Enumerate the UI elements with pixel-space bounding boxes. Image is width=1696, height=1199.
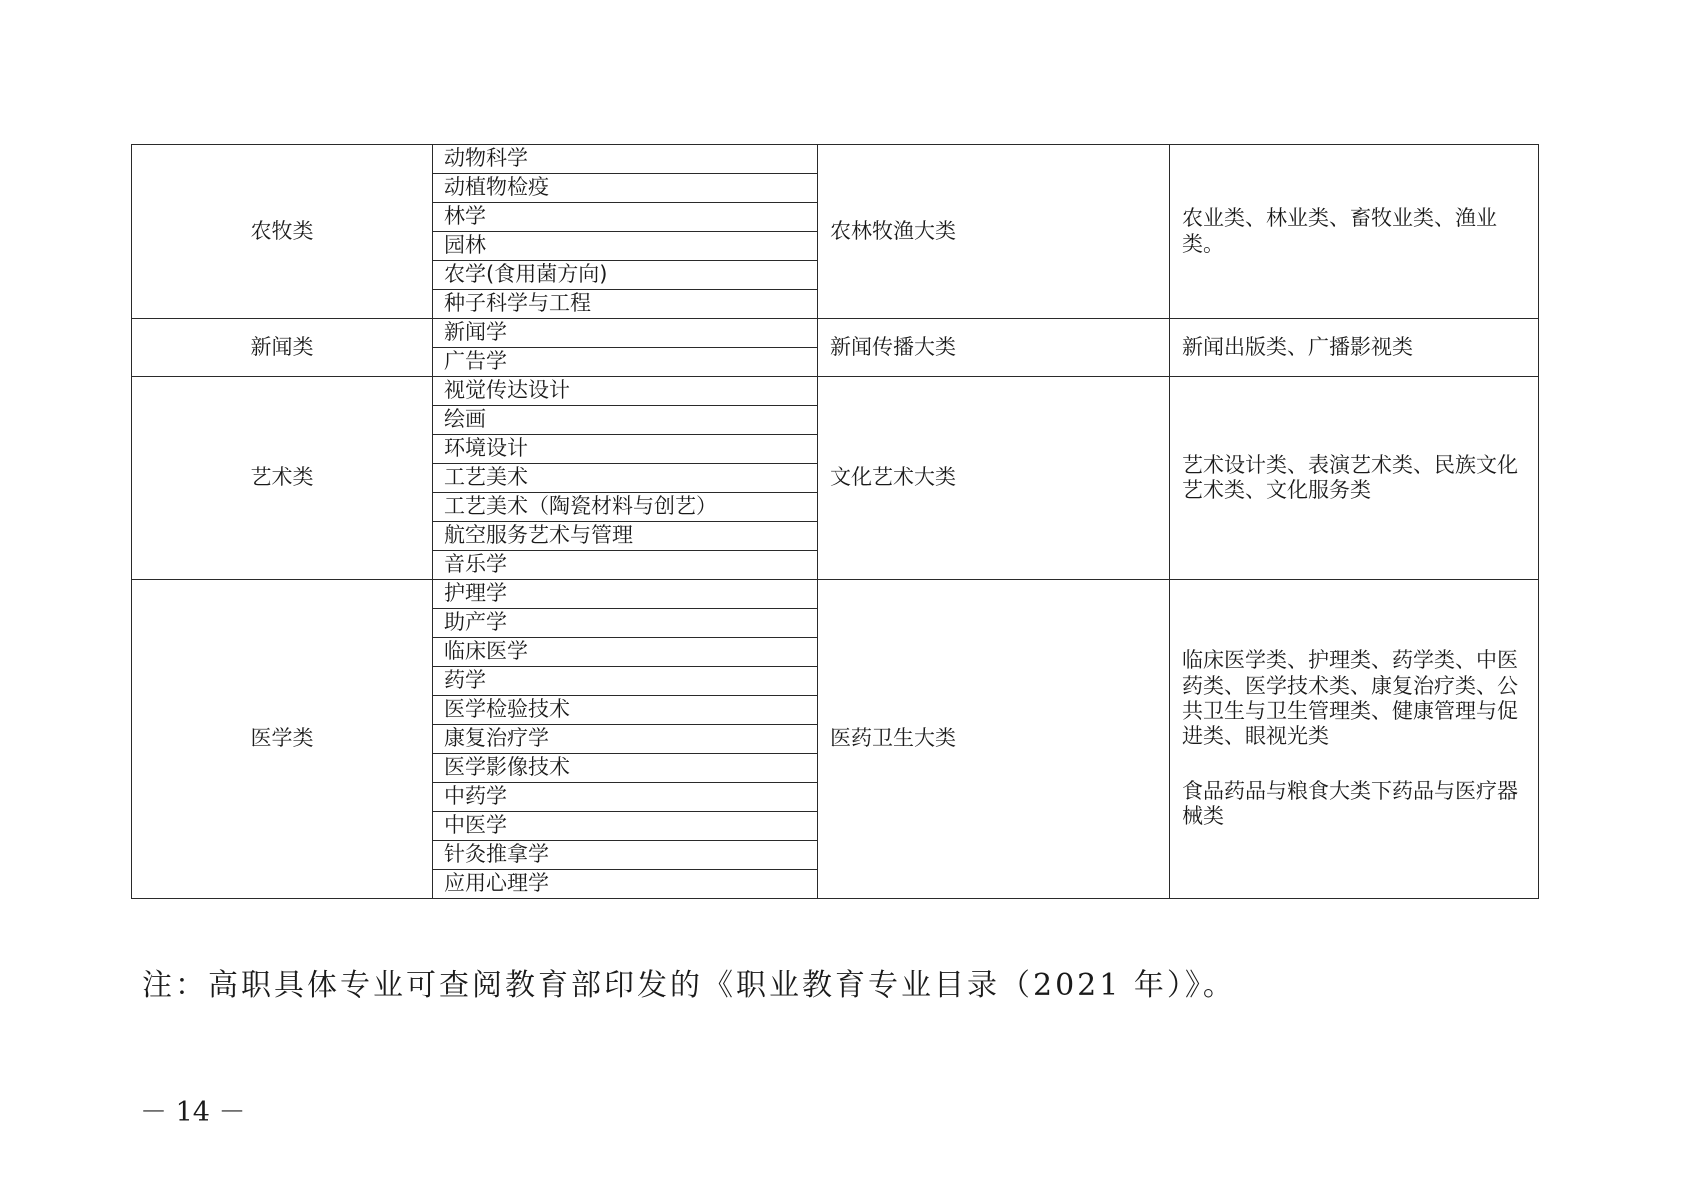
big-category-cell: 新闻传播大类 [818,319,1170,377]
category-cell: 新闻类 [132,319,433,377]
major-cell: 助产学 [433,609,818,638]
major-cell: 绘画 [433,406,818,435]
higher-vocational-text: 艺术设计类、表演艺术类、民族文化艺术类、文化服务类 [1182,452,1518,502]
category-cell: 农牧类 [132,145,433,319]
table-row [132,377,1539,406]
major-cell: 动植物检疫 [433,174,818,203]
table-note: 注：高职具体专业可查阅教育部印发的《职业教育专业目录（2021 年）》。 [142,968,1236,1003]
major-cell: 新闻学 [433,319,818,348]
major-cell: 航空服务艺术与管理 [433,522,818,551]
major-cell: 临床医学 [433,638,818,667]
major-cell: 医学检验技术 [433,696,818,725]
major-cell: 工艺美术（陶瓷材料与创艺） [433,493,818,522]
page-number: － 14 － [140,1097,246,1128]
major-cell: 广告学 [433,348,818,377]
higher-vocational-text: 农业类、林业类、畜牧业类、渔业类。 [1182,206,1497,256]
table-row [132,319,1539,348]
higher-vocational-cell [1170,580,1539,899]
higher-vocational-text: 临床医学类、护理类、药学类、中医药类、医学技术类、康复治疗类、公共卫生与卫生管理类、健康管理与促进类、眼视光类 [1182,648,1518,748]
table-body [132,145,1539,899]
big-category-cell: 医药卫生大类 [818,580,1170,899]
major-cell: 农学(食用菌方向) [433,261,818,290]
major-cell: 动物科学 [433,145,818,174]
major-cell: 药学 [433,667,818,696]
major-mapping-table [131,144,1539,899]
major-cell: 应用心理学 [433,870,818,899]
major-cell: 医学影像技术 [433,754,818,783]
major-cell: 视觉传达设计 [433,377,818,406]
major-cell: 环境设计 [433,435,818,464]
major-cell: 种子科学与工程 [433,290,818,319]
table-row [132,145,1539,174]
higher-vocational-text: 食品药品与粮食大类下药品与医疗器械类 [1182,779,1518,829]
big-category-cell: 农林牧渔大类 [818,145,1170,319]
higher-vocational-cell [1170,377,1539,580]
big-category-cell: 文化艺术大类 [818,377,1170,580]
higher-vocational-text: 新闻出版类、广播影视类 [1182,334,1413,359]
higher-vocational-cell [1170,319,1539,377]
major-cell: 中药学 [433,783,818,812]
major-cell: 康复治疗学 [433,725,818,754]
higher-vocational-cell [1170,145,1539,319]
major-cell: 园林 [433,232,818,261]
major-cell: 护理学 [433,580,818,609]
major-cell: 工艺美术 [433,464,818,493]
major-cell: 林学 [433,203,818,232]
category-cell: 医学类 [132,580,433,899]
major-cell: 音乐学 [433,551,818,580]
major-cell: 针灸推拿学 [433,841,818,870]
category-cell: 艺术类 [132,377,433,580]
table-row [132,580,1539,609]
major-cell: 中医学 [433,812,818,841]
